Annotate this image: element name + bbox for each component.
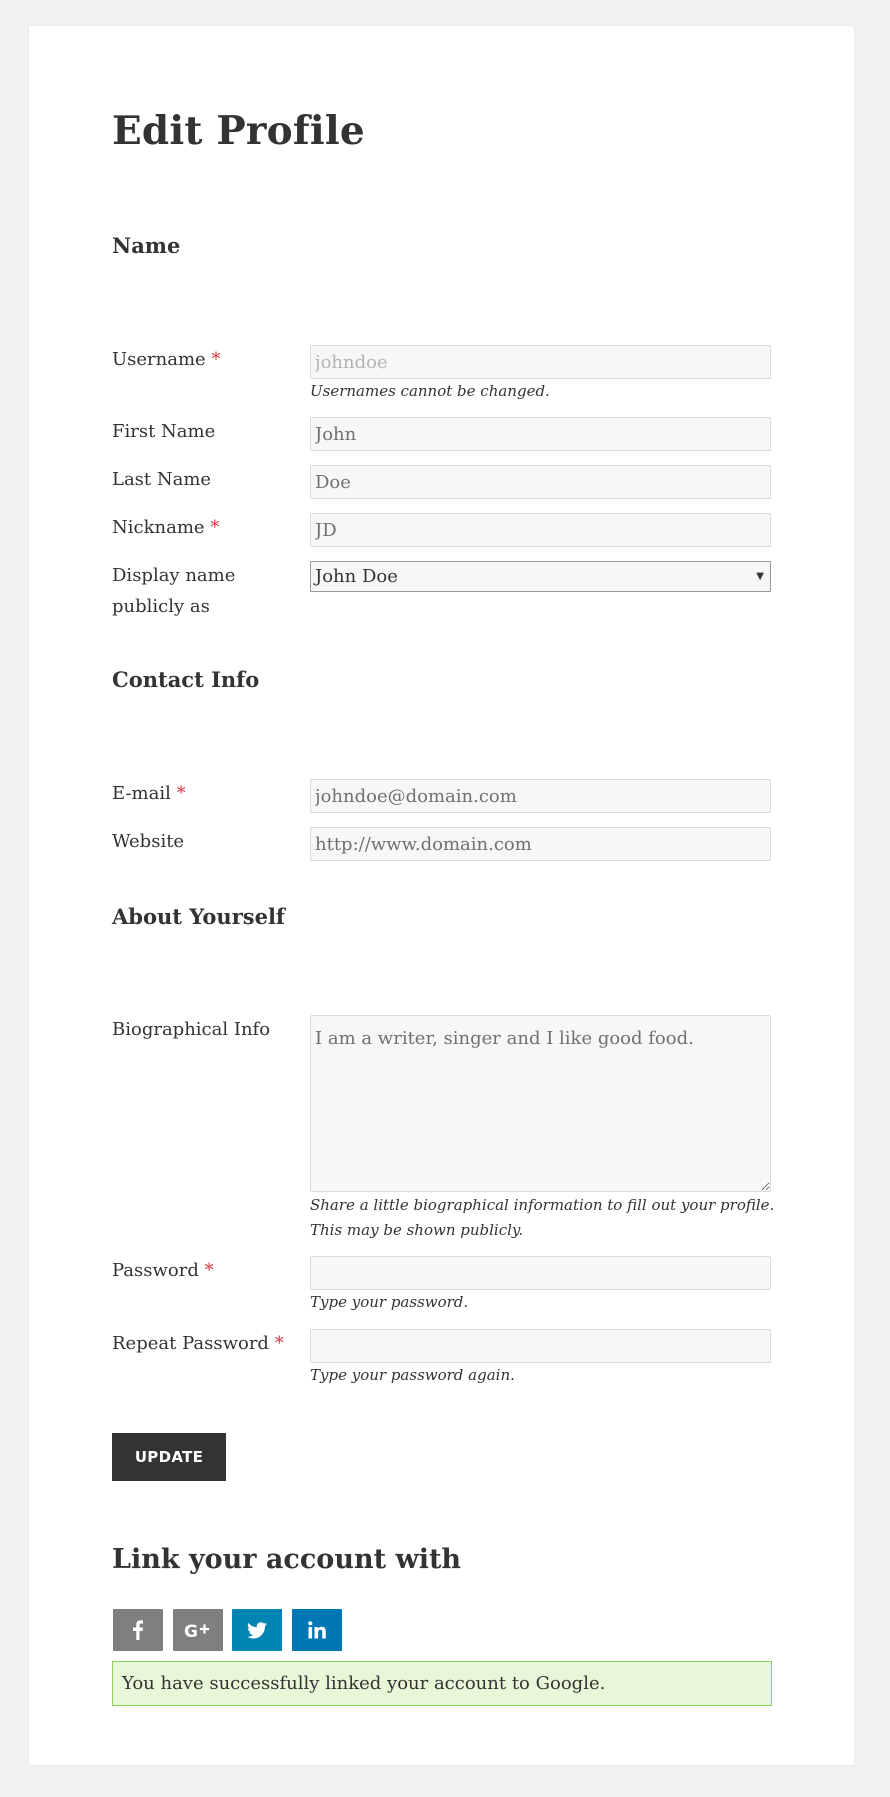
bio-textarea[interactable]	[310, 1015, 771, 1192]
bio-hint-1: Share a little biographical information to fill out your profile.	[310, 1196, 775, 1214]
display-name-label: Display name publicly as	[112, 565, 236, 617]
display-name-select[interactable]	[310, 561, 771, 592]
email-label: E-mail *	[112, 783, 186, 804]
email-input[interactable]	[310, 779, 771, 813]
facebook-icon	[133, 1620, 143, 1640]
repeat-password-label: Repeat Password *	[112, 1333, 284, 1354]
section-title-contact: Contact Info	[112, 667, 260, 692]
username-label: Username *	[112, 349, 221, 370]
svg-text:G: G	[184, 1622, 198, 1639]
nickname-input[interactable]	[310, 513, 771, 547]
google-plus-link-button[interactable]	[173, 1609, 223, 1651]
first-name-label: First Name	[112, 421, 216, 442]
username-hint: Usernames cannot be changed.	[310, 382, 550, 400]
page-title: Edit Profile	[112, 108, 365, 154]
password-hint: Type your password.	[310, 1293, 469, 1311]
google-plus-icon	[184, 1621, 212, 1639]
repeat-password-hint: Type your password again.	[310, 1366, 515, 1384]
username-input	[310, 345, 771, 379]
password-input[interactable]	[310, 1256, 771, 1290]
website-label: Website	[112, 831, 185, 852]
bio-hint-2: This may be shown publicly.	[310, 1221, 524, 1239]
password-label: Password *	[112, 1260, 214, 1281]
twitter-icon	[247, 1622, 267, 1639]
nickname-label: Nickname *	[112, 517, 220, 538]
success-notice: You have successfully linked your account to Google.	[112, 1661, 772, 1706]
website-input[interactable]	[310, 827, 771, 861]
chevron-down-icon: ▼	[756, 571, 764, 582]
linkedin-icon	[308, 1621, 326, 1639]
display-name-value: John Doe	[315, 566, 398, 587]
bio-label: Biographical Info	[112, 1019, 271, 1040]
section-title-about: About Yourself	[112, 904, 285, 929]
link-account-title: Link your account with	[112, 1544, 462, 1575]
section-title-name: Name	[112, 233, 181, 258]
twitter-link-button[interactable]	[232, 1609, 282, 1651]
linkedin-link-button[interactable]	[292, 1609, 342, 1651]
last-name-input[interactable]	[310, 465, 771, 499]
repeat-password-input[interactable]	[310, 1329, 771, 1363]
update-button[interactable]: UPDATE	[112, 1433, 226, 1481]
first-name-input[interactable]	[310, 417, 771, 451]
profile-card	[29, 26, 854, 1765]
facebook-link-button[interactable]	[113, 1609, 163, 1651]
last-name-label: Last Name	[112, 469, 212, 490]
